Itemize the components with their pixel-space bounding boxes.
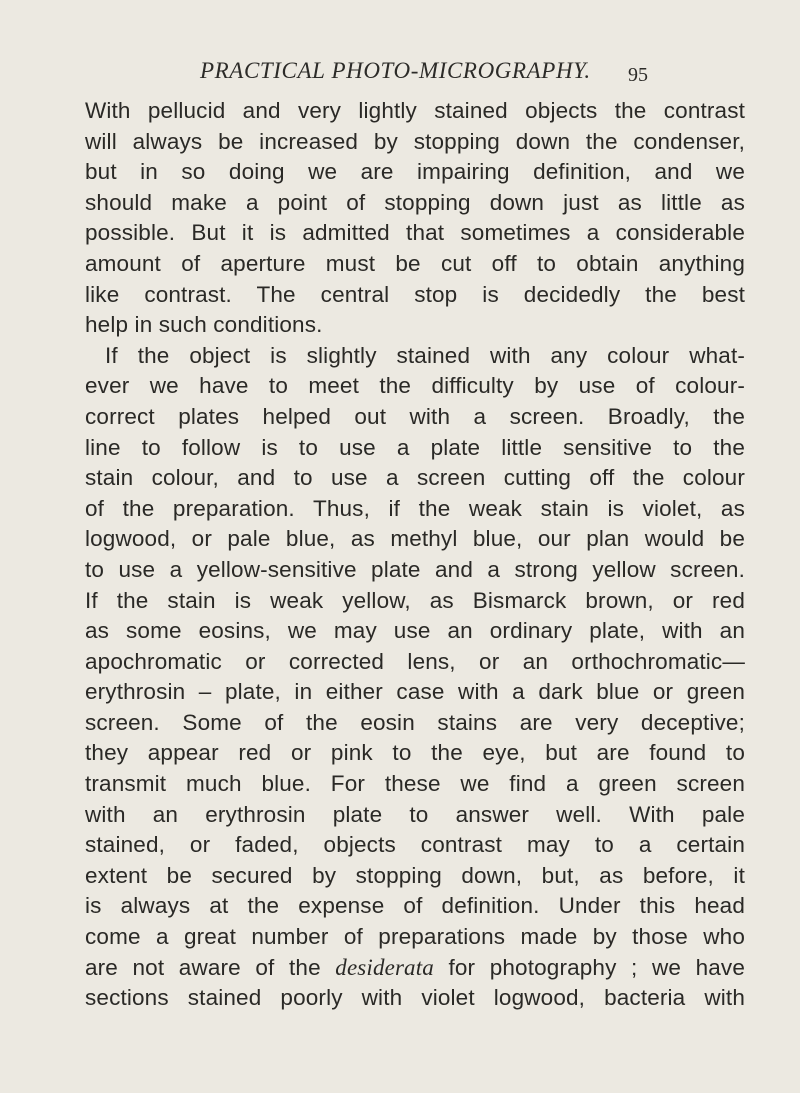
text-line: but in so doing we are impairing definition, and we (85, 159, 745, 185)
text-line: correct plates helped out with a screen. Broadly, the (85, 403, 745, 429)
text-fragment: for photography ; we have (448, 954, 745, 980)
text-line: with an erythrosin plate to answer well. With pale (85, 801, 745, 827)
text-line: to use a yellow-sensitive plate and a strong yellow screen. (85, 556, 745, 582)
text-line: should make a point of stopping down just as little as (85, 189, 745, 215)
text-line: extent be secured by stopping down, but, as before, it (85, 862, 745, 888)
text-line: transmit much blue. For these we find a green screen (85, 771, 745, 797)
text-line-with-italic (85, 953, 745, 984)
text-line: stained, or faded, objects contrast may to a certain (85, 832, 745, 858)
text-line: possible. But it is admitted that sometimes a considerable (85, 220, 745, 246)
text-line: screen. Some of the eosin stains are very deceptive; (85, 709, 745, 735)
text-line: stain colour, and to use a screen cutting off the colour (85, 465, 745, 491)
text-line: come a great number of preparations made by those who (85, 924, 745, 950)
text-line: will always be increased by stopping down the condenser, (85, 128, 745, 154)
text-line: amount of aperture must be cut off to obtain anything (85, 250, 745, 276)
text-fragment: are not aware of the (85, 954, 321, 980)
text-line: line to follow is to use a plate little sensitive to the (85, 434, 745, 460)
text-line: logwood, or pale blue, as methyl blue, our plan would be (85, 526, 745, 552)
running-head: PRACTICAL PHOTO-MICROGRAPHY. (200, 58, 591, 83)
text-line: is always at the expense of definition. Under this head (85, 893, 745, 919)
text-line: apochromatic or corrected lens, or an orthochromatic— (85, 648, 745, 674)
text-line: like contrast. The central stop is decidedly the best (85, 281, 745, 307)
text-line: they appear red or pink to the eye, but are found to (85, 740, 745, 766)
text-line: of the preparation. Thus, if the weak stain is violet, as (85, 495, 745, 521)
text-line: sections stained poorly with violet logwood, bacteria with (85, 985, 745, 1011)
body-text (85, 96, 745, 1014)
text-line: as some eosins, we may use an ordinary plate, with an (85, 618, 745, 644)
text-line: ever we have to meet the difficulty by use of colour- (85, 373, 745, 399)
text-line: With pellucid and very lightly stained objects the contrast (85, 98, 745, 123)
page-number: 95 (628, 64, 648, 86)
text-line: help in such conditions. (85, 312, 323, 338)
text-line: If the object is slightly stained with any colour what- (105, 342, 745, 368)
italic-term: desiderata (335, 954, 434, 980)
text-line: erythrosin – plate, in either case with a dark blue or green (85, 679, 745, 705)
text-line: If the stain is weak yellow, as Bismarck brown, or red (85, 587, 745, 613)
